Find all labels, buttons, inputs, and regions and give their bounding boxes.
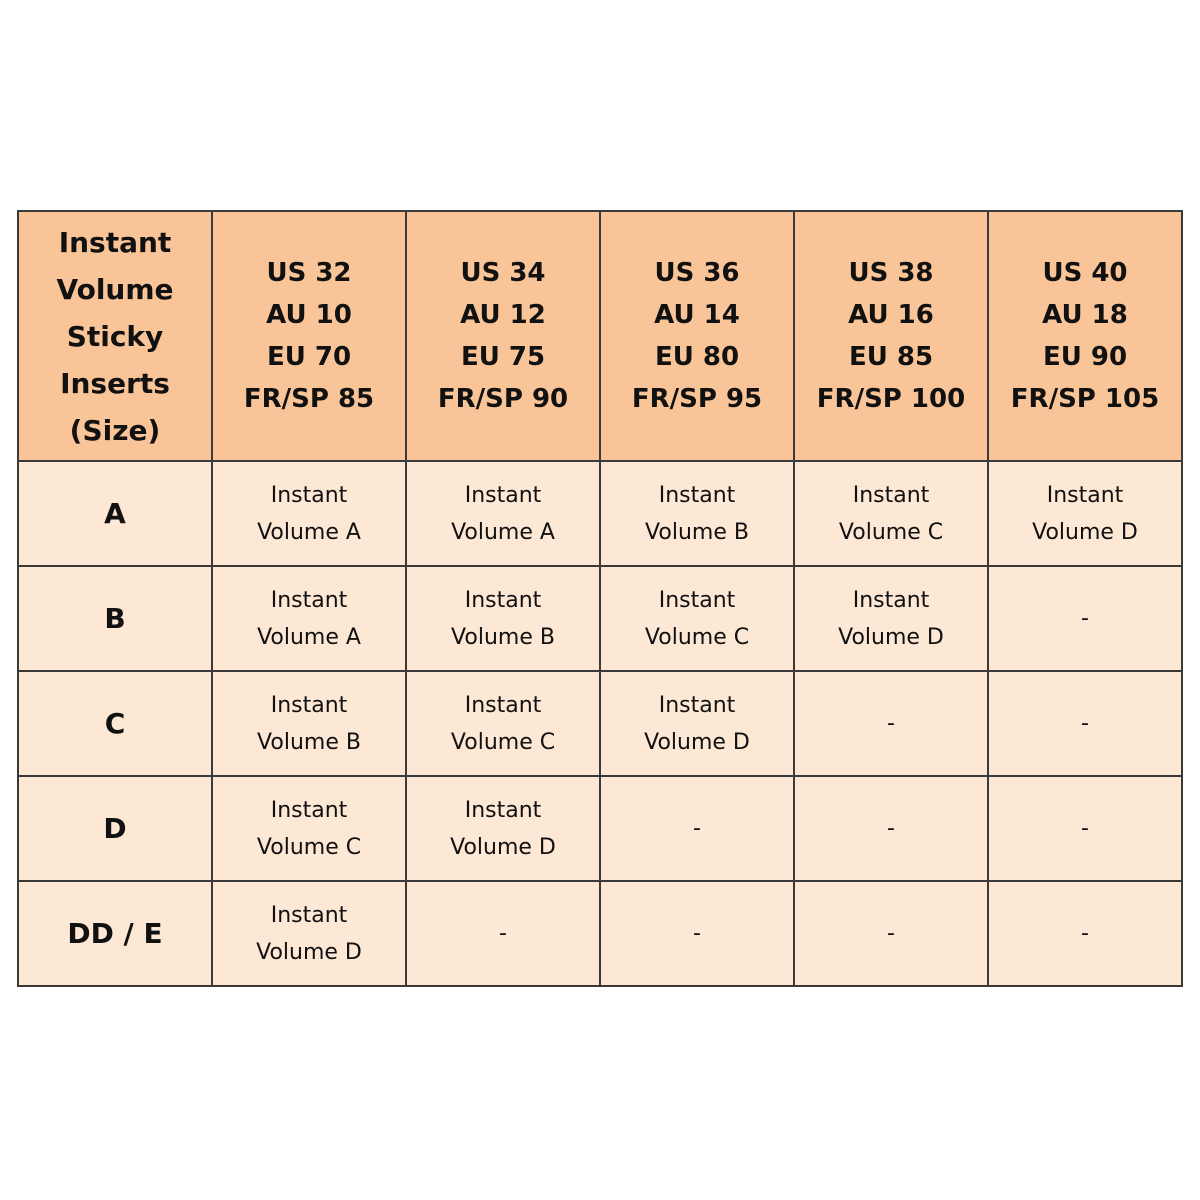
corner-header-line: Inserts xyxy=(60,366,170,400)
empty-cell-dash: - xyxy=(499,921,507,946)
cell-text-line: Instant xyxy=(270,902,348,928)
cell-text-line: Instant xyxy=(270,482,348,508)
us-size: US 36 xyxy=(654,258,740,288)
column-header-us40 xyxy=(988,211,1182,461)
table-cell xyxy=(212,566,406,671)
table-cell xyxy=(600,566,794,671)
table-cell xyxy=(406,566,600,671)
row-label-cup-size: A xyxy=(18,461,212,566)
eu-size: EU 85 xyxy=(848,342,934,372)
table-row xyxy=(18,461,1182,566)
table-cell xyxy=(406,881,600,986)
empty-cell-dash: - xyxy=(1081,711,1089,736)
cell-text-line: Instant xyxy=(270,797,348,823)
empty-cell-dash: - xyxy=(1081,921,1089,946)
corner-header xyxy=(18,211,212,461)
fr-sp-size: FR/SP 90 xyxy=(437,384,569,414)
cell-text-line: Instant xyxy=(1046,482,1124,508)
eu-size: EU 75 xyxy=(460,342,546,372)
table-cell xyxy=(794,671,988,776)
cell-text-line: Volume D xyxy=(644,729,750,755)
column-header-us34 xyxy=(406,211,600,461)
au-size: AU 18 xyxy=(1042,300,1128,330)
cell-text-line: Instant xyxy=(464,797,542,823)
cell-text-line: Instant xyxy=(852,587,930,613)
table-cell xyxy=(406,461,600,566)
cell-text-line: Volume B xyxy=(257,729,361,755)
table-cell xyxy=(406,671,600,776)
table-cell xyxy=(212,776,406,881)
table-cell xyxy=(988,671,1182,776)
cell-text-line: Volume A xyxy=(257,624,361,650)
cell-text-line: Instant xyxy=(464,692,542,718)
au-size: AU 10 xyxy=(266,300,352,330)
cell-text-line: Instant xyxy=(464,482,542,508)
table-cell xyxy=(794,566,988,671)
empty-cell-dash: - xyxy=(693,816,701,841)
empty-cell-dash: - xyxy=(887,921,895,946)
cell-text-line: Volume B xyxy=(645,519,749,545)
corner-header-line: Volume xyxy=(56,272,174,306)
cell-text-line: Volume C xyxy=(450,729,556,755)
empty-cell-dash: - xyxy=(887,711,895,736)
table-row xyxy=(18,671,1182,776)
empty-cell-dash: - xyxy=(1081,606,1089,631)
table-cell xyxy=(600,671,794,776)
au-size: AU 14 xyxy=(654,300,740,330)
table-cell xyxy=(794,461,988,566)
empty-cell-dash: - xyxy=(1081,816,1089,841)
table-cell xyxy=(600,881,794,986)
cell-text-line: Volume B xyxy=(451,624,555,650)
column-header-us38 xyxy=(794,211,988,461)
row-label-cup-size: D xyxy=(18,776,212,881)
cell-text-line: Instant xyxy=(658,692,736,718)
cell-text-line: Instant xyxy=(270,692,348,718)
fr-sp-size: FR/SP 100 xyxy=(816,384,966,414)
corner-header-line: Sticky xyxy=(66,319,164,353)
cell-text-line: Volume D xyxy=(256,939,362,965)
table-cell xyxy=(988,776,1182,881)
table-cell xyxy=(212,671,406,776)
cell-text-line: Instant xyxy=(270,587,348,613)
table-body xyxy=(18,461,1182,986)
cell-text-line: Volume C xyxy=(256,834,362,860)
table-cell xyxy=(600,461,794,566)
fr-sp-size: FR/SP 85 xyxy=(243,384,375,414)
empty-cell-dash: - xyxy=(887,816,895,841)
corner-header-line: (Size) xyxy=(69,413,161,447)
au-size: AU 12 xyxy=(460,300,546,330)
eu-size: EU 90 xyxy=(1042,342,1128,372)
table-cell xyxy=(988,566,1182,671)
us-size: US 32 xyxy=(266,258,352,288)
cell-text-line: Instant xyxy=(658,482,736,508)
column-header-us36 xyxy=(600,211,794,461)
cell-text-line: Volume D xyxy=(1032,519,1138,545)
cell-text-line: Instant xyxy=(464,587,542,613)
table-cell xyxy=(406,776,600,881)
eu-size: EU 80 xyxy=(654,342,740,372)
cell-text-line: Volume D xyxy=(450,834,556,860)
table-cell xyxy=(212,881,406,986)
table-row xyxy=(18,566,1182,671)
cell-text-line: Volume A xyxy=(257,519,361,545)
cell-text-line: Volume A xyxy=(451,519,555,545)
table-cell xyxy=(988,881,1182,986)
fr-sp-size: FR/SP 105 xyxy=(1010,384,1160,414)
empty-cell-dash: - xyxy=(693,921,701,946)
cell-text-line: Instant xyxy=(658,587,736,613)
row-label-cup-size: C xyxy=(18,671,212,776)
cell-text-line: Volume D xyxy=(838,624,944,650)
size-chart-table xyxy=(17,210,1183,987)
table-cell xyxy=(600,776,794,881)
fr-sp-size: FR/SP 95 xyxy=(631,384,763,414)
table-row xyxy=(18,776,1182,881)
table-cell xyxy=(794,881,988,986)
corner-header-line: Instant xyxy=(58,225,172,259)
column-header-us32 xyxy=(212,211,406,461)
cell-text-line: Volume C xyxy=(644,624,750,650)
header-row xyxy=(18,211,1182,461)
table-cell xyxy=(794,776,988,881)
us-size: US 34 xyxy=(460,258,546,288)
us-size: US 40 xyxy=(1042,258,1128,288)
row-label-cup-size: B xyxy=(18,566,212,671)
row-label-cup-size: DD / E xyxy=(18,881,212,986)
eu-size: EU 70 xyxy=(266,342,352,372)
cell-text-line: Volume C xyxy=(838,519,944,545)
table-cell xyxy=(212,461,406,566)
us-size: US 38 xyxy=(848,258,934,288)
table-cell xyxy=(988,461,1182,566)
au-size: AU 16 xyxy=(848,300,934,330)
table-row xyxy=(18,881,1182,986)
cell-text-line: Instant xyxy=(852,482,930,508)
